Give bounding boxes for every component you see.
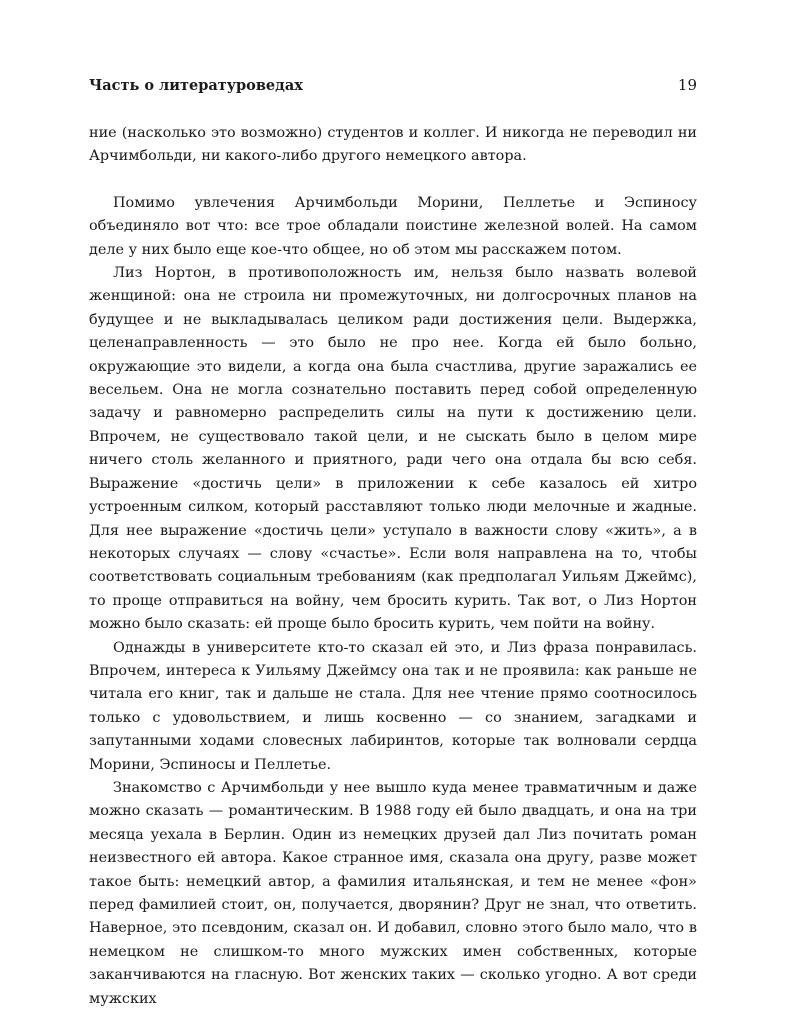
section-break [89,169,697,192]
paragraph: Однажды в университете кто-то сказал ей это, и Лиз фраза понравилась. Впрочем, интереса к Уильяму Джеймсу она так и не проявила: как раньше не читала его книг, так и дальше не стала. Для нее чтение прямо соотносилось только с удовольствием, и лишь косвенно — со знанием, загадками и запутанными ходами словесных лабиринтов, которые так волновали сердца Морини, Эспиносы и Пеллетье. [89,639,697,773]
paragraph: Помимо увлечения Арчимбольди Морини, Пеллетье и Эспиносу объединяло вот что: все трое обладали поистине железной волей. На самом деле у них было еще кое-что общее, но об этом мы расскажем потом. [89,194,697,258]
running-title: Часть о литературоведах [89,77,303,94]
paragraph: Лиз Нортон, в противоположность им, нельзя было назвать волевой женщиной: она не строила ни промежуточных, ни долгосрочных планов на будущее и не выкладывалась целиком ради достижения цели. Выдержка, целенаправленность — это было не про нее. Когда ей было больно, окружающие это видели, а когда она была счастлива, другие заражались ее весельем. Она не могла сознательно поставить перед собой определенную задачу и равномерно распределить силы на пути к достижению цели. Впрочем, не существовало такой цели, и не сыскать было в целом мире ничего столь желанного и приятного, ради чего она отдала бы всю себя. Выражение «достичь цели» в приложении к себе казалось ей хитро устроенным силком, который расставляют только люди мелочные и жадные. Для нее выражение «достичь цели» уступало в важности слову «жить», а в некоторых случаях — слову «счастье». Если воля направлена на то, чтобы соответствовать социальным требованиям (как предполагал Уильям Джеймс), то проще отправиться на войну, чем бросить курить. Так вот, о Лиз Нортон можно было сказать: ей проще было бросить курить, чем пойти на войну. [89,265,697,633]
paragraph-continued: ние (насколько это возможно) студентов и коллег. И никогда не переводил ни Арчимбольди, ни какого-либо другого немецкого автора. [89,125,697,165]
running-head [89,76,697,100]
book-page [89,76,697,1011]
paragraph: Знакомство с Арчимбольди у нее вышло куда менее травматичным и даже можно сказать — романтическим. В 1988 году ей было двадцать, и она на три месяца уехала в Берлин. Один из немецких друзей дал Лиз почитать роман неизвестного ей автора. Какое странное имя, сказала она другу, разве может такое быть: немецкий автор, а фамилия итальянская, и тем не менее «фон» перед фамилией стоит, он, получается, дворянин? Друг не знал, что ответить. Наверное, это псевдоним, сказал он. И добавил, словно этого было мало, что в немецком не слишком-то много мужских имен собственных, которые заканчиваются на гласную. Вот женских таких — сколько угодно. А вот среди мужских [89,779,697,1007]
page-number: 19 [677,76,697,94]
page-body [89,122,697,1011]
